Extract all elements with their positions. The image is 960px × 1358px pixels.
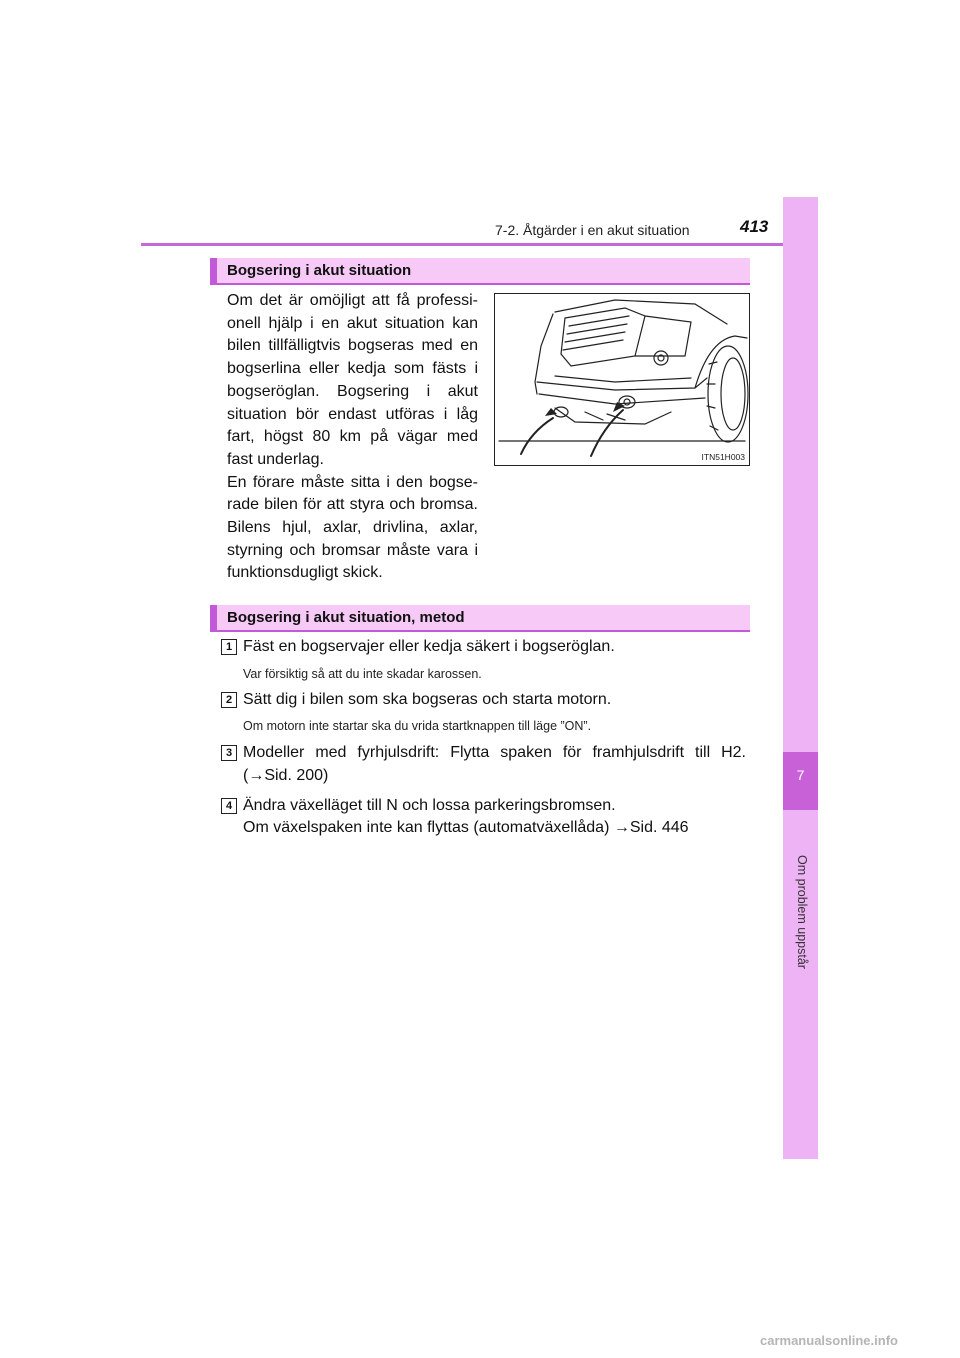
step-4-text: Ändra växelläget till N och lossa parkeringsbromsen.	[243, 797, 616, 814]
step-number-2: 2	[221, 692, 237, 708]
step-1-text: Fäst en bogservajer eller kedja säkert i bogseröglan.	[243, 638, 615, 655]
chapter-side-tab	[783, 197, 818, 1159]
step-number-4: 4	[221, 798, 237, 814]
intro-paragraph-2: En förare måste sitta i den bogse-rade bilen för att styra och bromsa. Bilens hjul, axlar, drivlina, axlar, styrning och bromsar måste vara i funktionsdugligt skick.	[227, 473, 478, 582]
figure-code: ITN51H003	[701, 452, 745, 462]
section-heading-towing: Bogsering i akut situation	[210, 258, 750, 285]
section-heading-method: Bogsering i akut situation, metod	[210, 605, 750, 632]
intro-text	[227, 290, 478, 585]
step-1-note: Var försiktig så att du inte skadar karossen.	[243, 667, 482, 681]
car-front-drawing	[495, 294, 749, 465]
step-number-1: 1	[221, 639, 237, 655]
watermark: carmanualsonline.info	[760, 1333, 898, 1348]
page-number: 413	[740, 217, 769, 236]
chapter-title: Om problem uppstår	[795, 855, 809, 969]
step-2-note: Om motorn inte startar ska du vrida startknappen till läge ”ON”.	[243, 719, 592, 733]
step-3-text: Modeller med fyrhjulsdrift: Flytta spaken för framhjulsdrift till H2. (→Sid. 200)	[243, 744, 746, 784]
intro-paragraph-1: Om det är omöjligt att få professi-onell hjälp i en akut situation kan bilen tillfälligtvis bogseras med en bogserlina eller kedja som fästs i bogseröglan. Bogsering i akut situation bör endast utföras i låg fart, högst 80 km på vägar med fast underlag.	[227, 292, 478, 468]
step-2-text: Sätt dig i bilen som ska bogseras och starta motorn.	[243, 691, 612, 708]
towing-eyelet-illustration	[494, 293, 750, 466]
section-label: 7-2. Åtgärder i en akut situation	[495, 222, 690, 238]
step-number-3: 3	[221, 745, 237, 761]
header-rule	[141, 243, 818, 246]
step-4-text-continued: Om växelspaken inte kan flyttas (automatväxellåda) →Sid. 446	[243, 819, 689, 836]
chapter-number: 7	[796, 767, 805, 783]
